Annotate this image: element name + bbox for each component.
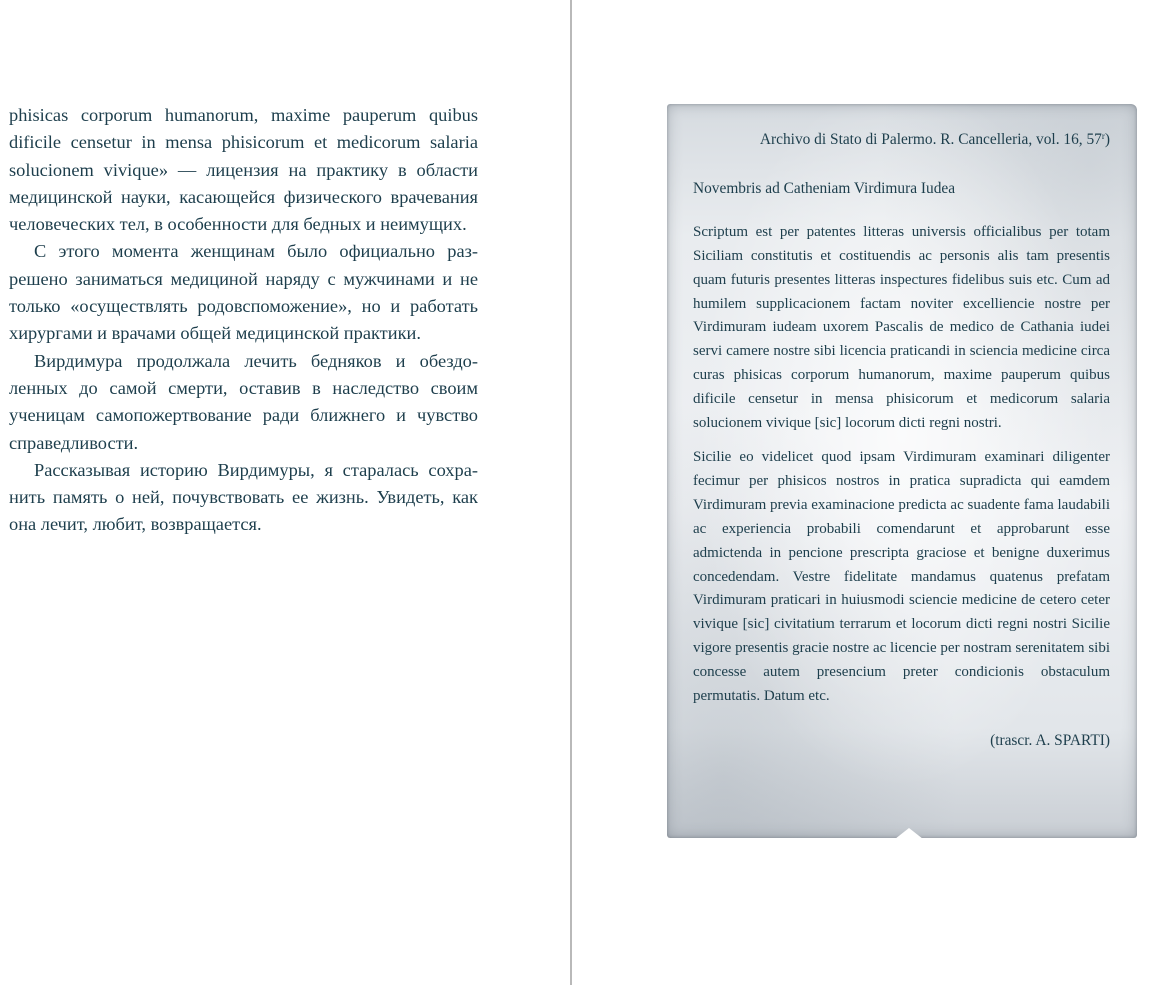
document-source-text: Archivo di Stato di Palermo. R. Cancelleria, vol. 16, 57 xyxy=(759,131,1102,148)
document-source xyxy=(693,128,1110,152)
document-source-superscript: r xyxy=(1101,131,1105,141)
body-paragraph-4: Рассказывая историю Вирдимуры, я старалась сохранить память о ней, почувствовать ее жизнь. Увидеть, как она лечит, любит, возвращается. xyxy=(9,459,478,535)
document-heading: Novembris ad Catheniam Virdimura Iudea xyxy=(693,179,956,197)
right-page xyxy=(572,0,1154,985)
body-paragraph-1: phisicas corporum humanorum, maxime pauperum quibus dificile censetur in mensa phisicorum et medicorum salaria solucionem vivique» — лицензия на практику в области медицинской науки, касающейся физического врачевания человеческих тел, в особенности для бедных и неимущих. xyxy=(9,105,478,235)
left-page xyxy=(0,0,571,985)
document-paragraph-2: Sicilie eo videlicet quod ipsam Virdimuram examinari diligenter fecimur per phisicos nostros in pratica supradicta qui eamdem Virdimuram previa examinacione predicta ac suadente fama laudabili ac experiencia probabili comendarunt et approbarunt esse admictenda in pencione prescripta graciose et benigne duxerimus concedendam. Vestre fidelitate mandamus quatenus prefatam Virdimuram praticari in huiusmodi sciencie medicine de cetero ceter vivique [sic] civitatium terrarum et locorum dicti regni nostri Sicilie vigore presentis gracie nostre ac licencie per nostram serenitatem sibi concesse autem presencium preter condicionis obstaculum permutatis. Datum etc. xyxy=(693,448,1110,705)
body-paragraph-2: С этого момента женщинам было официально разрешено заниматься медициной наряду с мужчинами и не только «осуществлять родовспоможение», но и работать хирургами и врачами общей медицинской практики. xyxy=(9,241,478,344)
document-torn-notch xyxy=(895,828,923,839)
archival-document xyxy=(667,104,1137,838)
document-paragraph-1: Scriptum est per patentes litteras universis officialibus per totam Siciliam constitutis et costituendis ac personis alis tam presentis quam futuris presentes litteras inspectures fidelibus suis etc. Cum ad humilem supplicacionem factam noviter excelliencie nostre per Virdimuram iudeam uxorem Pascalis de medico de Cathania iudei servi camere nostre sibi licencia praticandi in sciencia medicine circa curas phisicas corporum humanorum, maxime pauperum quibus dificile censetur in mensa phisicorum et medicorum salaria solucionem vivique [sic] locorum dicti regni nostri. xyxy=(693,223,1110,432)
document-signature: (trascr. A. SPARTI) xyxy=(990,731,1110,749)
body-text xyxy=(9,102,478,539)
body-paragraph-3: Вирдимура продолжала лечить бедняков и обездоленных до самой смерти, оставив в наследство своим ученицам самопожертвование ради ближнего и чувство справедливости. xyxy=(9,350,478,453)
document-source-close: ) xyxy=(1104,131,1110,148)
